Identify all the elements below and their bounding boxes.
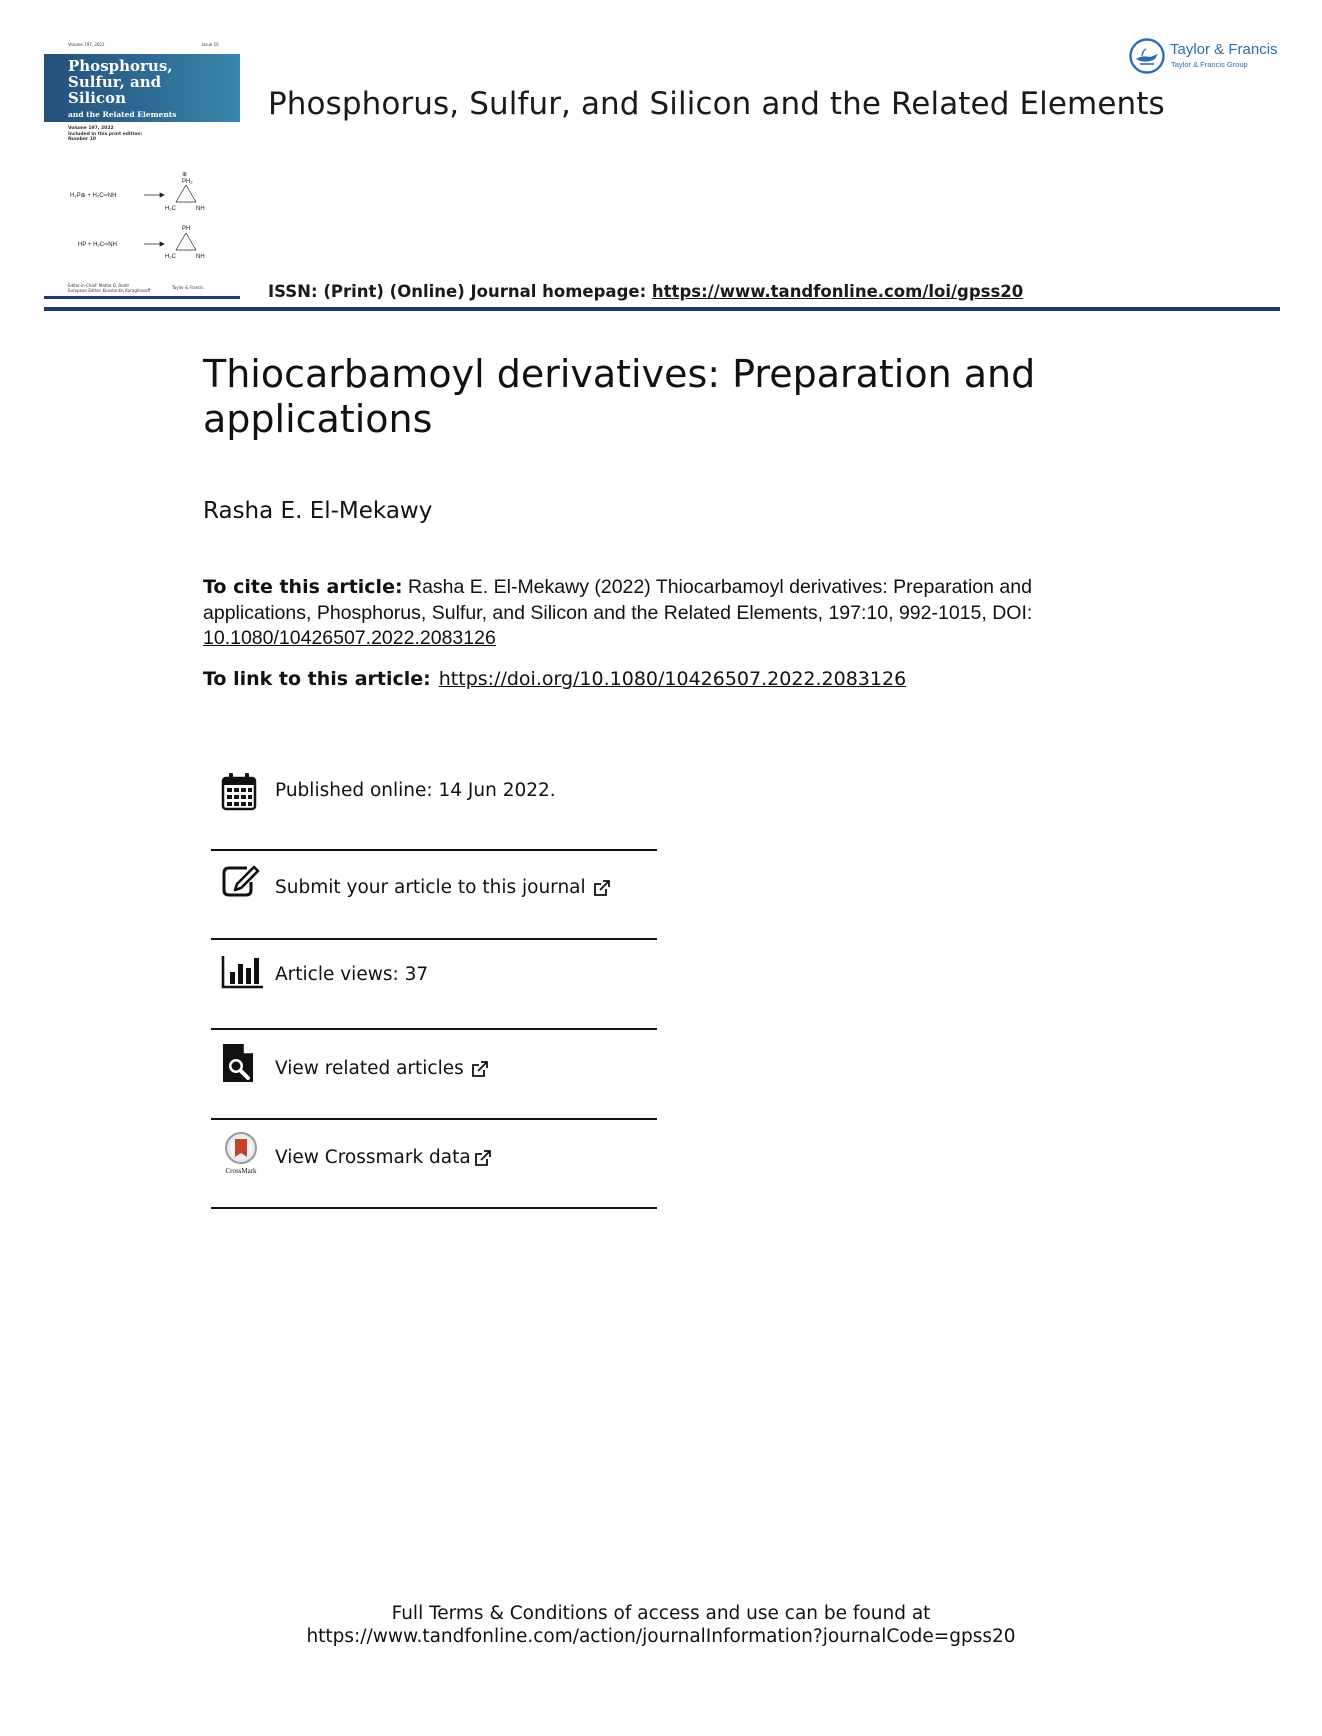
cite-doi-link[interactable]: 10.1080/10426507.2022.2083126 [203, 627, 496, 649]
cover-editors: Editor-in-Chief: Mattie D. Rudd European Editor: Konstantin Karaghiosoff [68, 283, 151, 293]
header-divider [44, 307, 1280, 311]
calendar-icon [221, 772, 257, 812]
cover-volume-info: Volume 197, 2022 Included in this print edition: Number 10 [68, 126, 143, 142]
svg-text:PH: PH [182, 226, 191, 232]
publisher-logo[interactable] [1128, 36, 1288, 76]
svg-text:H₂C: H₂C [165, 206, 176, 212]
svg-text:HP + H₂C═NH: HP + H₂C═NH [78, 242, 117, 248]
issn-line [268, 282, 1023, 301]
svg-text:H₂C: H₂C [165, 254, 176, 260]
row-divider [211, 1028, 657, 1030]
svg-text:⊕: ⊕ [182, 172, 188, 178]
cover-title-band [44, 54, 240, 122]
journal-title: Phosphorus, Sulfur, and Silicon and the Related Elements [268, 86, 1165, 122]
document-search-icon [221, 1042, 257, 1084]
journal-homepage-link[interactable]: https://www.tandfonline.com/loi/gpss20 [651, 282, 1024, 301]
citation-block [203, 575, 1133, 652]
cover-volume-line: Volume 197, 2022 [68, 42, 105, 47]
taylor-francis-lamp-icon [1128, 37, 1166, 75]
row-divider [211, 1207, 657, 1209]
external-link-icon [473, 1149, 492, 1168]
crossmark-text: View Crossmark data [275, 1147, 471, 1168]
article-title: Thiocarbamoyl derivatives: Preparation and applications [203, 352, 1036, 441]
article-views-text: Article views: 37 [275, 964, 429, 985]
svg-text:H₂P⊕ + H₂C═NH: H₂P⊕ + H₂C═NH [70, 193, 117, 199]
row-divider [211, 938, 657, 940]
journal-cover-thumbnail [44, 38, 240, 301]
publisher-group: Taylor & Francis Group [1171, 60, 1248, 69]
svg-text:PH₂: PH₂ [182, 179, 193, 185]
article-link-line [203, 668, 906, 690]
cite-text: Rasha E. El-Mekawy (2022) Thiocarbamoyl derivatives: Preparation and applications, Phosphorus, Sulfur, and Silicon and the Related Elements, 197:10, 992-1015, DOI: [203, 576, 1033, 624]
cover-publisher-mark: Taylor & Francis [172, 285, 204, 290]
cover-subtitle: and the Related Elements [68, 110, 177, 119]
edit-icon [221, 862, 261, 898]
row-divider [211, 1118, 657, 1120]
cite-label: To cite this article: [203, 576, 403, 598]
footer-terms-text: Full Terms & Conditions of access and use can be found at [391, 1603, 931, 1624]
cover-title: Phosphorus, Sulfur, and Silicon [68, 57, 173, 107]
cover-chemistry-diagram [68, 168, 228, 264]
crossmark-icon [221, 1131, 261, 1175]
external-link-icon [592, 879, 611, 898]
external-link-icon [470, 1060, 489, 1079]
publisher-name: Taylor & Francis [1170, 41, 1278, 58]
related-articles-text: View related articles [275, 1058, 464, 1079]
crossmark-logo-text: CrossMark [225, 1167, 257, 1175]
issn-label: ISSN: (Print) (Online) Journal homepage: [268, 282, 652, 301]
cover-issue-tag: Issue 10 [202, 42, 219, 47]
submit-article-text: Submit your article to this journal [275, 877, 586, 898]
footer-terms-url[interactable]: https://www.tandfonline.com/action/journalInformation?journalCode=gpss20 [306, 1626, 1016, 1647]
link-label: To link to this article: [203, 668, 431, 690]
row-divider [211, 849, 657, 851]
article-author: Rasha E. El-Mekawy [203, 498, 433, 524]
published-online-text: Published online: 14 Jun 2022. [275, 780, 556, 801]
svg-text:NH: NH [196, 254, 205, 260]
terms-footer [0, 1602, 1322, 1648]
bar-chart-icon [221, 954, 265, 990]
svg-text:NH: NH [196, 206, 205, 212]
article-doi-link[interactable]: https://doi.org/10.1080/10426507.2022.2083126 [438, 668, 907, 690]
